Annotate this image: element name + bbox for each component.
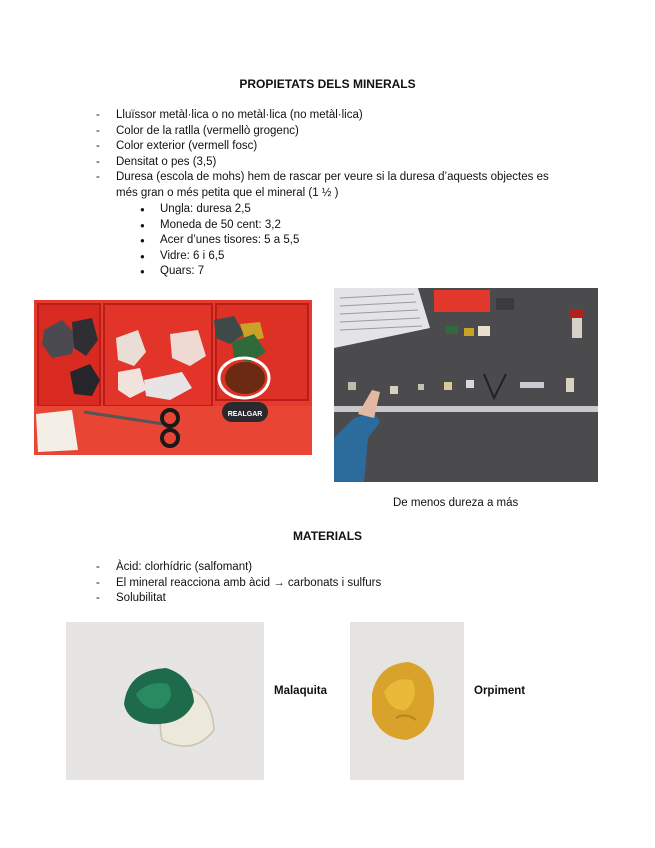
materials-list	[96, 560, 381, 607]
orpiment-label: Orpiment	[474, 685, 526, 697]
sublist-item: ● Quars: 7	[140, 264, 299, 280]
sublist-item: ● Ungla: duresa 2,5	[140, 202, 299, 218]
hardness-sublist	[118, 202, 299, 280]
list-item: - Àcid: clorhídric (salfomant)	[96, 560, 381, 576]
sublist-item: ● Vidre: 6 i 6,5	[140, 249, 299, 265]
photo-caption: De menos dureza a más	[393, 497, 519, 509]
list-item: - El mineral reacciona amb àcid → carbonats i sulfurs	[96, 576, 381, 592]
list-item: - Densitat o pes (3,5)	[96, 155, 566, 171]
malachite-image	[66, 622, 264, 780]
list-item: - Lluïssor metàl·lica o no metàl·lica (no metàl·lica)	[96, 108, 566, 124]
malachite-label: Malaquita	[274, 685, 328, 697]
sublist-item: ● Moneda de 50 cent: 3,2	[140, 218, 299, 234]
mineral-tray-photo	[34, 300, 312, 455]
list-item: - Color exterior (vermell fosc)	[96, 139, 566, 155]
realgar-tag-text: REALGAR	[227, 411, 263, 418]
properties-list	[96, 108, 566, 202]
section-title-materials: MATERIALS	[292, 529, 363, 543]
sublist-item: ● Acer d’unes tisores: 5 a 5,5	[140, 233, 299, 249]
mineral-tray-image	[34, 300, 312, 455]
list-item: - Solubilitat	[96, 591, 381, 607]
malachite-photo	[66, 622, 264, 780]
hardness-order-image	[334, 288, 598, 482]
orpiment-image	[350, 622, 464, 780]
orpiment-photo	[350, 622, 464, 780]
list-item	[96, 170, 566, 201]
hardness-text: Duresa (escola de mohs) hem de rascar per veure si la duresa d’aquests objectes es més gran o més petita que el mineral (1 ½ )	[116, 171, 549, 199]
list-item: - Color de la ratlla (vermellò grogenc)	[96, 124, 566, 140]
hardness-order-photo	[334, 288, 598, 482]
section-title-properties: PROPIETATS DELS MINERALS	[239, 77, 416, 91]
